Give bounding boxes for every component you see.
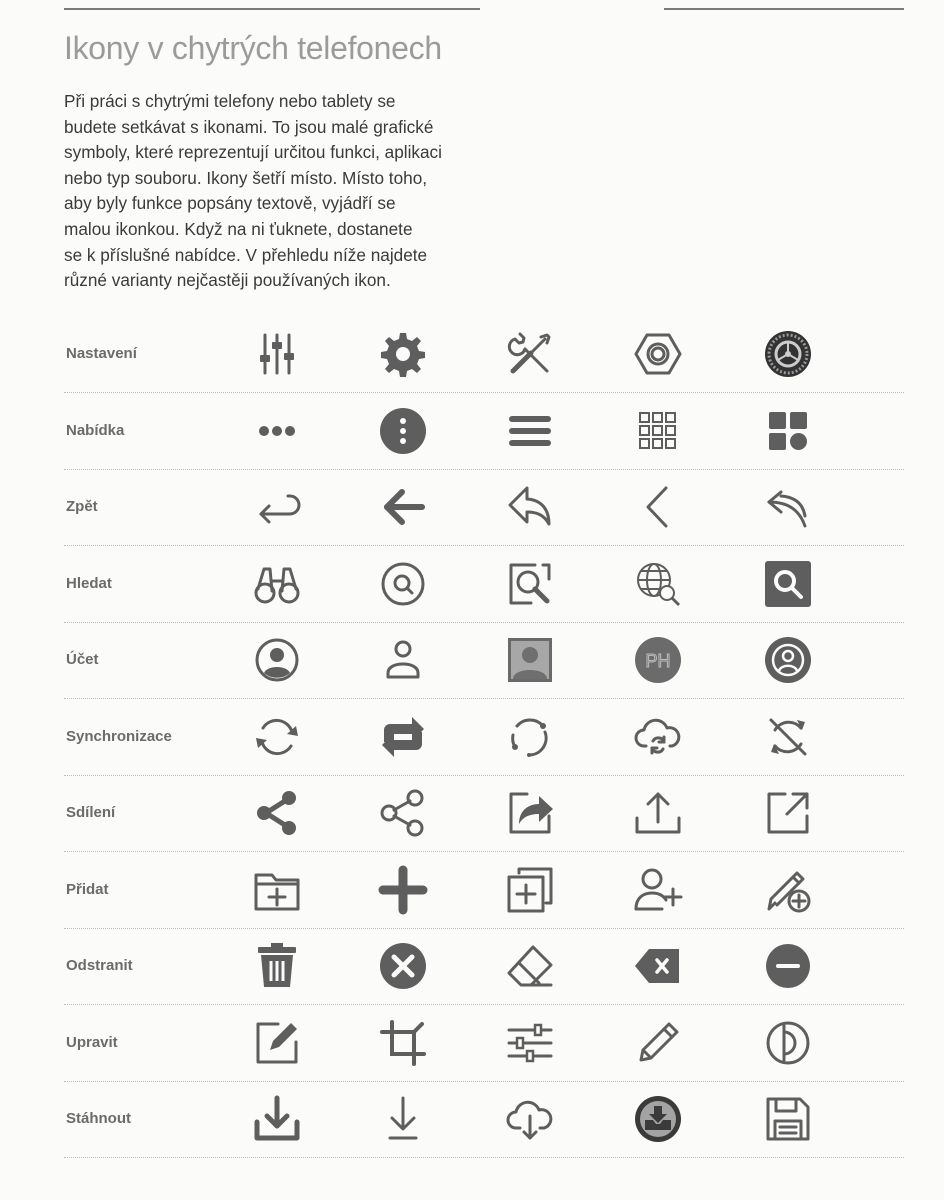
add-folder-icon	[252, 865, 302, 915]
account-circle-icon	[252, 635, 302, 685]
row-label: Přidat	[66, 880, 109, 898]
dots-horizontal-icon	[252, 406, 302, 456]
hamburger-icon	[505, 406, 555, 456]
plus-icon	[378, 865, 428, 915]
svg-text:PH: PH	[645, 651, 671, 671]
share-outline-icon	[378, 788, 428, 838]
user-outline-icon	[378, 635, 428, 685]
cloud-download-icon	[505, 1094, 555, 1144]
intro-line: aby byly funkce popsány textově, vyjádří se	[64, 193, 396, 214]
external-link-icon	[763, 788, 813, 838]
crop-icon	[378, 1018, 428, 1068]
top-rule-right	[664, 8, 904, 10]
close-circle-icon	[378, 941, 428, 991]
intro-line: nebo typ souboru. Ikony šetří místo. Místo toho,	[64, 167, 428, 188]
cloud-sync-icon	[633, 712, 683, 762]
repeat-filled-icon	[378, 712, 428, 762]
sync-circle-dots-icon	[505, 712, 555, 762]
grid-icon	[633, 406, 683, 456]
add-copy-icon	[505, 865, 555, 915]
icon-row	[64, 316, 904, 393]
icon-row	[64, 852, 904, 929]
search-filled-square-icon	[763, 559, 813, 609]
chevron-left-icon	[633, 482, 683, 532]
row-label: Zpět	[66, 498, 98, 515]
binoculars-icon	[252, 559, 302, 609]
add-pencil-icon	[763, 865, 813, 915]
upload-tray-icon	[633, 788, 683, 838]
account-filled-circle-icon	[763, 635, 813, 685]
icon-row	[64, 1081, 904, 1158]
tools-icon	[505, 329, 555, 379]
trash-icon	[252, 941, 302, 991]
row-label: Sdílení	[66, 804, 116, 821]
floppy-disk-icon	[763, 1094, 813, 1144]
sliders-icon	[252, 329, 302, 379]
profile-photo-icon	[505, 635, 555, 685]
row-label: Stáhnout	[66, 1110, 131, 1127]
row-label: Synchronizace	[66, 727, 172, 745]
row-label: Upravit	[66, 1033, 118, 1051]
adjust-sliders-icon	[505, 1018, 555, 1068]
icon-row	[64, 775, 904, 852]
sync-off-icon	[763, 712, 813, 762]
reply-outline-icon	[505, 482, 555, 532]
hex-nut-icon	[633, 329, 683, 379]
eraser-icon	[505, 941, 555, 991]
intro-line: různé varianty nejčastěji používaných ikon.	[64, 270, 391, 291]
pencil-icon	[633, 1018, 683, 1068]
dots-vertical-circle-icon	[378, 406, 428, 456]
sync-arrows-icon	[252, 712, 302, 762]
search-square-icon	[505, 559, 555, 609]
curved-back-icon	[763, 482, 813, 532]
ios-settings-icon	[763, 329, 813, 379]
intro-line: malou ikonkou. Když na ni ťuknete, dostanete	[64, 218, 413, 239]
row-divider	[64, 1157, 904, 1158]
row-label: Nabídka	[66, 421, 125, 439]
icon-row	[64, 699, 904, 776]
tiles-icon	[763, 406, 813, 456]
page-title: Ikony v chytrých telefonech	[64, 30, 442, 66]
icon-row	[64, 928, 904, 1005]
icon-row	[64, 622, 904, 699]
share-filled-icon	[252, 788, 302, 838]
web-search-icon	[633, 559, 683, 609]
intro-line: se k příslušné nabídce. V přehledu níže najdete	[64, 244, 428, 265]
icon-row	[64, 393, 904, 470]
download-arrow-icon	[378, 1094, 428, 1144]
download-circle-icon	[633, 1094, 683, 1144]
intro-paragraph	[64, 89, 484, 294]
search-circle-icon	[378, 559, 428, 609]
download-tray-icon	[252, 1094, 302, 1144]
intro-line: budete setkávat s ikonami. To jsou malé grafické	[64, 116, 434, 137]
share-box-filled-icon	[505, 788, 555, 838]
icon-row	[64, 469, 904, 546]
row-label: Hledat	[66, 574, 112, 592]
initials-avatar-icon	[633, 635, 683, 685]
icon-row	[64, 1005, 904, 1082]
arrow-left-icon	[378, 482, 428, 532]
top-rule-left	[64, 8, 480, 10]
gear-icon	[378, 329, 428, 379]
return-arrow-icon	[252, 482, 302, 532]
icon-row	[64, 546, 904, 623]
minus-circle-icon	[763, 941, 813, 991]
intro-line: symboly, které reprezentují určitou funkci, aplikaci	[64, 142, 442, 163]
row-label: Účet	[66, 651, 99, 668]
row-label: Odstranit	[66, 957, 133, 974]
intro-line: Při práci s chytrými telefony nebo tablety se	[64, 91, 396, 111]
backspace-icon	[633, 941, 683, 991]
add-user-icon	[633, 865, 683, 915]
row-label: Nastavení	[66, 345, 137, 362]
contrast-icon	[763, 1018, 813, 1068]
edit-square-icon	[252, 1018, 302, 1068]
